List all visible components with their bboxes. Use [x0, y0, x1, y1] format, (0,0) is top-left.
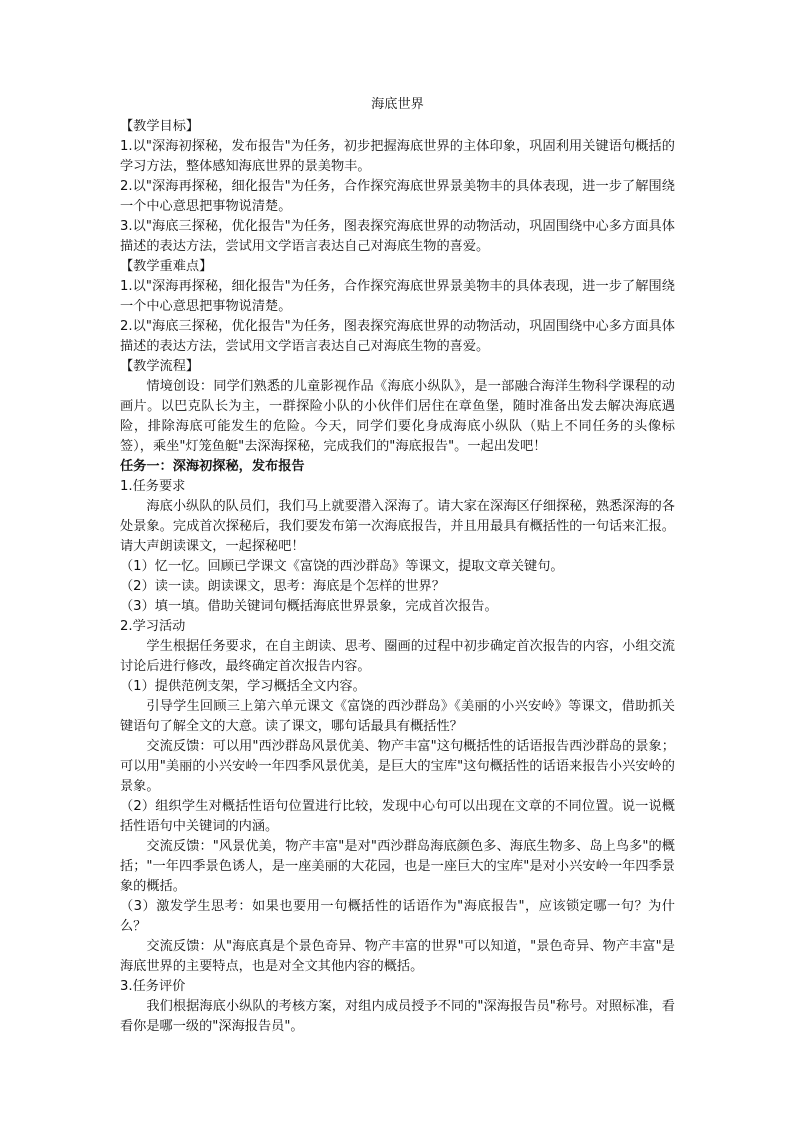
task1-activity-text: 学生根据任务要求，在自主朗读、思考、圈画的过程中初步确定首次报告的内容，小组交流讨论后进行修改，最终确定首次报告内容。 — [120, 639, 675, 674]
task1-step-2: （2）读一读。朗读课文，思考：海底是个怎样的世界？ — [120, 579, 445, 594]
goal-item-2: 2.以"深海再探秘，细化报告"为任务，合作探究海底世界景美物丰的具体表现，进一步了解围绕一个中心意思把事物说清楚。 — [120, 179, 675, 214]
task1-activity-3-feedback: 交流反馈：从"海底真是个景色奇异、物产丰富的世界"可以知道，"景色奇异、物产丰富"是海底世界的主要特点，也是对全文其他内容的概括。 — [120, 939, 675, 974]
task1-activity-1-text: 引导学生回顾三上第六单元课文《富饶的西沙群岛》《美丽的小兴安岭》等课文，借助抓关键语句了解全文的大意。读了课文，哪句话最具有概括性？ — [120, 699, 675, 734]
task1-requirements-text: 海底小纵队的队员们，我们马上就要潜入深海了。请大家在深海区仔细探秘，熟悉深海的各处景象。完成首次探秘后，我们要发布第一次海底报告，并且用最具有概括性的一句话来汇报。请大声朗读课文，一起探秘吧！ — [120, 499, 675, 554]
keypoints-heading: 【教学重难点】 — [120, 259, 213, 274]
process-intro: 情境创设：同学们熟悉的儿童影视作品《海底小纵队》，是一部融合海洋生物科学课程的动画片。以巴克队长为主，一群探险小队的小伙伴们居住在章鱼堡，随时准备出发去解决海底遇险，排除海底可能发生的危险。今天，同学们要化身成海底小纵队（贴上不同任务的头像标签），乘坐"灯笼鱼艇"去深海探秘，完成我们的"海底报告"。一起出发吧！ — [120, 379, 675, 454]
task1-step-1: （1）忆一忆。回顾已学课文《富饶的西沙群岛》等课文，提取文章关键句。 — [120, 559, 564, 574]
goals-heading: 【教学目标】 — [120, 119, 200, 134]
goal-item-1: 1.以"深海初探秘，发布报告"为任务，初步把握海底世界的主体印象，巩固利用关键语句概括的学习方法，整体感知海底世界的景美物丰。 — [120, 139, 675, 174]
process-heading: 【教学流程】 — [120, 359, 200, 374]
task1-evaluation-heading: 3.任务评价 — [120, 979, 186, 994]
task1-activity-1-feedback: 交流反馈：可以用"西沙群岛风景优美、物产丰富"这句概括性的话语报告西沙群岛的景象；可以用"美丽的小兴安岭一年四季风景优美，是巨大的宝库"这句概括性的话语来报告小兴安岭的景象。 — [120, 739, 675, 794]
document-title: 海底世界 — [371, 97, 424, 112]
task1-activity-2: （2）组织学生对概括性语句位置进行比较，发现中心句可以出现在文章的不同位置。说一说概括性语句中关键词的内涵。 — [120, 799, 675, 834]
task1-heading: 任务一：深海初探秘，发布报告 — [120, 459, 305, 474]
task1-evaluation-text: 我们根据海底小纵队的考核方案，对组内成员授予不同的"深海报告员"称号。对照标准，看看你是哪一级的"深海报告员"。 — [120, 999, 675, 1034]
task1-activity-1: （1）提供范例支架，学习概括全文内容。 — [120, 679, 366, 694]
document-page — [120, 95, 675, 1037]
keypoint-item-1: 1.以"深海再探秘，细化报告"为任务，合作探究海底世界景美物丰的具体表现，进一步了解围绕一个中心意思把事物说清楚。 — [120, 279, 675, 314]
goal-item-3: 3.以"海底三探秘，优化报告"为任务，图表探究海底世界的动物活动，巩固围绕中心多方面具体描述的表达方法，尝试用文学语言表达自己对海底生物的喜爱。 — [120, 219, 675, 254]
task1-requirements-heading: 1.任务要求 — [120, 479, 186, 494]
task1-activity-2-feedback: 交流反馈："风景优美，物产丰富"是对"西沙群岛海底颜色多、海底生物多、岛上鸟多"的概括；"一年四季景色诱人，是一座美丽的大花园，也是一座巨大的宝库"是对小兴安岭一年四季景象的概括。 — [120, 839, 675, 894]
task1-activity-3: （3）激发学生思考：如果也要用一句概括性的话语作为"海底报告"，应该锁定哪一句？为什么？ — [120, 899, 675, 934]
task1-step-3: （3）填一填。借助关键词句概括海底世界景象，完成首次报告。 — [120, 599, 498, 614]
keypoint-item-2: 2.以"海底三探秘，优化报告"为任务，图表探究海底世界的动物活动，巩固围绕中心多方面具体描述的表达方法，尝试用文学语言表达自己对海底生物的喜爱。 — [120, 319, 675, 354]
task1-activity-heading: 2.学习活动 — [120, 619, 186, 634]
